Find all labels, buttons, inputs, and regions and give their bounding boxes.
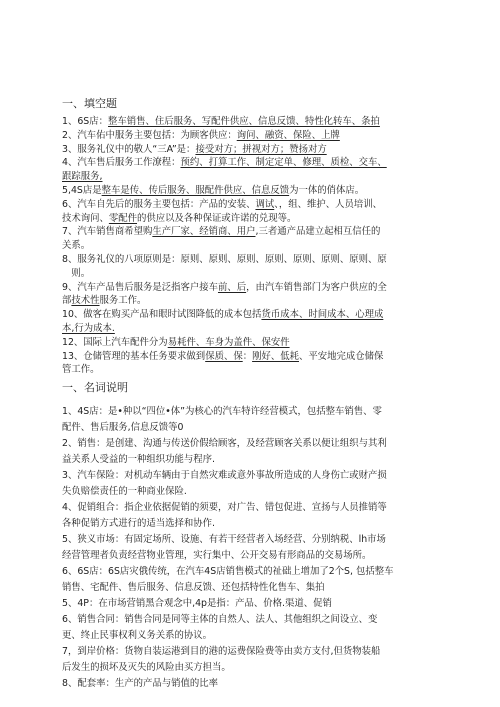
text-segment: 8、配套率：生产的产品与销值的比率 bbox=[62, 678, 218, 689]
section2-line bbox=[62, 517, 215, 530]
section2-line bbox=[62, 581, 325, 594]
underlined-answer: 刚好、低耗 bbox=[252, 350, 299, 362]
text-segment: 8、服务礼仪的八项原则是：原则、原则、原则、原则、原则、原则、原则、原 bbox=[62, 254, 387, 265]
section1-line bbox=[62, 212, 296, 225]
section1-line bbox=[62, 294, 146, 307]
underlined-answer: 前、后 bbox=[217, 281, 247, 293]
text-segment: 配件、售后服务,信息反馈等0 bbox=[62, 422, 184, 433]
text-segment: 9、汽车产品售后服务是泛指客户接车 bbox=[62, 281, 218, 293]
section2-line bbox=[62, 437, 387, 450]
text-segment: 5、狭义市场：有固定场所、设施、有若干经营者入场经营、分别纳税、lh市场 bbox=[62, 534, 386, 545]
text-segment: 益关系人受益的一种组织功能与程序. bbox=[62, 454, 215, 465]
text-segment: 3、汽车保险：对机动车辆由于自然灾难或意外事故所造成的人身伤亡或财产损 bbox=[62, 470, 387, 481]
section2-line bbox=[62, 501, 387, 514]
section1-line bbox=[62, 156, 387, 169]
section2-line bbox=[62, 629, 212, 642]
underlined-answer: 零配件 bbox=[108, 212, 138, 224]
section1-heading: 一、填空题 bbox=[62, 97, 117, 110]
text-segment: 10、做客在购买产品和眼时试图降低的成本包括 bbox=[62, 309, 262, 321]
text-segment: 4、汽车售后服务工作潦程： bbox=[62, 157, 181, 169]
section2-line bbox=[62, 421, 183, 434]
text-segment: 13、仓储管理的基本任务要求做到 bbox=[62, 350, 206, 362]
section1-line bbox=[62, 239, 90, 252]
text-segment: 管工作。 bbox=[62, 364, 100, 376]
text-segment: 5,4S店是 bbox=[62, 185, 102, 196]
underlined-answer: 预约、打算工作、制定定单、修理、质检、交车、 bbox=[180, 157, 387, 169]
text-segment: 6、汽车自先后的服务主要包括：产品的安装、 bbox=[62, 198, 256, 210]
section2-line bbox=[62, 405, 382, 418]
section2-line bbox=[62, 485, 187, 498]
section1-line bbox=[62, 115, 380, 128]
section1-line bbox=[62, 322, 115, 335]
section2-line bbox=[62, 597, 332, 610]
text-segment: 4、促销组合：指企业依据促销的须要，对广告、错包促进、宣扬与人员推销等 bbox=[62, 502, 387, 513]
text-segment: 7、汽车销售商希望购 bbox=[62, 226, 153, 238]
section2-line bbox=[62, 613, 377, 626]
underlined-answer: 接受对方；拼视对方；赞扬对方 bbox=[195, 143, 327, 155]
text-segment: 服务工作。 bbox=[99, 295, 147, 307]
underlined-answer: 易耗件、车身为盖件、保安件 bbox=[167, 336, 290, 348]
section1-line bbox=[62, 281, 387, 294]
text-segment: ，由汽车销售部门为客户供应的全 bbox=[246, 281, 387, 293]
text-segment: 销售、宅配件、售后服务、信息反馈、还包括特性化售车、集拍 bbox=[62, 582, 325, 593]
text-segment: 3、服务礼仪中的敬人“三A”是： bbox=[62, 143, 196, 155]
text-segment: 部 bbox=[62, 295, 72, 307]
text-segment: 技术询问、 bbox=[62, 212, 109, 224]
section1-line bbox=[62, 184, 364, 197]
section1-line bbox=[62, 308, 383, 321]
section1-line bbox=[62, 225, 380, 238]
underlined-answer: 货币成本、时间成本、心理成 bbox=[261, 309, 384, 321]
section1-line bbox=[62, 350, 383, 363]
underlined-answer: 跟踪服务, bbox=[62, 171, 103, 183]
section2-line bbox=[62, 469, 387, 482]
section2-line bbox=[62, 565, 393, 578]
text-segment: 为一体的俏体店。 bbox=[289, 185, 365, 196]
underlined-answer: 生产厂家、经销商、用户 bbox=[152, 226, 256, 238]
text-segment: 、平安地完成仓储保 bbox=[298, 350, 384, 362]
text-segment: 后发生的损坏及灭失的风险由买方担当。 bbox=[62, 662, 231, 673]
text-segment: ： bbox=[242, 350, 253, 362]
underlined-answer: 本,行为成本. bbox=[62, 323, 115, 334]
section2-line bbox=[62, 677, 218, 690]
text-segment: 失负赔偿责任的一种商业保险. bbox=[62, 486, 187, 497]
text-segment: 、，组、维护、人员培训、 bbox=[274, 198, 383, 210]
text-segment: 6、销售合同：销售合同是同等主体的自然人、法人、其他组织之间设立、变 bbox=[62, 614, 378, 625]
section2-line bbox=[62, 661, 231, 674]
text-segment: 2、汽车佑中服务主要包括：为顾客供应： bbox=[62, 129, 237, 141]
text-segment: 关系。 bbox=[62, 240, 91, 252]
section1-line bbox=[62, 143, 327, 156]
underlined-answer: 调试 bbox=[255, 198, 275, 210]
text-segment: 1、4S店：是•种以“四位•体”为核心的汽车特许经营模式，包括整车销售、零 bbox=[62, 406, 382, 417]
section2-line bbox=[62, 453, 215, 466]
text-segment: 各种促销方式进行的适当选择和协作. bbox=[62, 518, 215, 529]
section1-line bbox=[62, 129, 340, 142]
section2-line bbox=[62, 549, 371, 562]
text-segment: 2、销售：是创建、沟通与传送价假给顾客，及经营顾客关系以便让组织与其利 bbox=[62, 438, 387, 449]
text-segment: 经营管理者负责经营物业管理，实行集中、公开交易有形商品的交易场所。 bbox=[62, 550, 372, 561]
text-segment: ,三者通产品建立起相互信任的 bbox=[255, 226, 381, 238]
section1-line bbox=[62, 267, 90, 280]
text-segment: 的供应以及各种保证或许诺的兑现等。 bbox=[137, 212, 297, 224]
text-segment: 12、国际上汽车配件分为 bbox=[62, 336, 168, 348]
section1-line bbox=[62, 198, 382, 211]
section2-line bbox=[62, 645, 380, 658]
text-segment: 则。 bbox=[62, 267, 91, 279]
text-segment: 5、4P：在市场营销黑合观念中,4p是指：产品、价格.渠道、促销 bbox=[62, 598, 332, 609]
section2-heading: 一、名词说明 bbox=[62, 381, 128, 394]
section1-line bbox=[62, 336, 290, 349]
underlined-answer: 技术性 bbox=[71, 295, 100, 307]
text-segment: 1、6S店： bbox=[62, 116, 109, 127]
section2-line bbox=[62, 533, 386, 546]
text-segment: 7，到岸价格：货物自装运港到目的港的运费保险费等由卖方支付,但货物装船 bbox=[62, 646, 381, 657]
section1-line bbox=[62, 170, 102, 183]
underlined-answer: 保质、保 bbox=[205, 350, 243, 362]
underlined-answer: 整车是传、传后服务、服配件供应、信息反馈 bbox=[101, 185, 290, 196]
underlined-answer: 询问、融资、保险、上牌 bbox=[236, 129, 340, 141]
underlined-answer: 整车销售、住后服务、写配件供应、信息反馈、特性化转车、条拍 bbox=[108, 116, 380, 127]
section1-line bbox=[62, 363, 100, 376]
text-segment: 更、终止民事权利义务关系的协议。 bbox=[62, 630, 213, 641]
text-segment: 6、6S店：6S店灾俄传统，在汽车4S店销售模式的祉础上增加了2个S, 包括整车 bbox=[62, 566, 394, 577]
section1-line bbox=[62, 253, 387, 266]
